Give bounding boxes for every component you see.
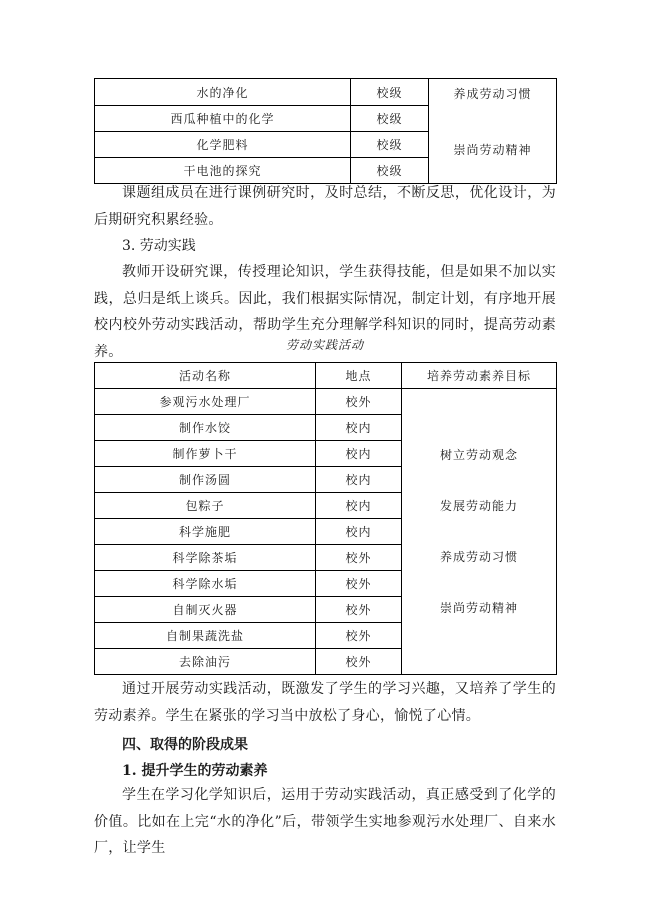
activity-place-cell: 校内 <box>316 467 402 493</box>
goal-text: 崇尚劳动精神 <box>453 143 532 157</box>
activity-name-cell: 自制灭火器 <box>95 597 316 623</box>
activity-place-cell: 校内 <box>316 415 402 441</box>
table-caption: 劳动实践活动 <box>285 338 364 352</box>
subsection-heading: 1. 提升学生的劳动素养 <box>122 763 268 779</box>
project-level-cell: 校级 <box>351 158 429 184</box>
activity-name-cell: 科学施肥 <box>95 519 316 545</box>
activity-place-cell: 校外 <box>316 649 402 675</box>
header-activity: 活动名称 <box>95 363 316 389</box>
activity-name-cell: 参观污水处理厂 <box>95 389 316 415</box>
paragraph: 通过开展劳动实践活动，既激发了学生的学习兴趣，又培养了学生的劳动素养。学生在紧张的学习当中放松了身心，愉悦了心情。 <box>94 681 556 724</box>
activity-name-cell: 制作萝卜干 <box>95 441 316 467</box>
project-level-cell: 校级 <box>351 132 429 158</box>
activity-place-cell: 校外 <box>316 389 402 415</box>
project-table <box>94 78 557 184</box>
activity-name-cell: 包粽子 <box>95 493 316 519</box>
goal-text: 发展劳动能力 <box>439 498 518 513</box>
section-heading: 四、取得的阶段成果 <box>122 737 248 753</box>
activity-place-cell: 校外 <box>316 545 402 571</box>
project-name-cell: 干电池的探究 <box>95 158 351 184</box>
activity-place-cell: 校内 <box>316 493 402 519</box>
activity-place-cell: 校外 <box>316 571 402 597</box>
activity-goal-cell <box>402 389 557 675</box>
goal-text: 养成劳动习惯 <box>439 549 518 564</box>
goal-text: 养成劳动习惯 <box>453 87 532 101</box>
activity-place-cell: 校内 <box>316 441 402 467</box>
paragraph: 课题组成员在进行课例研究时，及时总结，不断反思，优化设计，为后期研究积累经验。 <box>94 185 556 228</box>
header-place: 地点 <box>316 363 402 389</box>
paragraph: 学生在学习化学知识后，运用于劳动实践活动，真正感受到了化学的价值。比如在上完“水的净化”后，带领学生实地参观污水处理厂、自来水厂，让学生 <box>94 787 556 856</box>
section-heading: 3. 劳动实践 <box>122 238 196 254</box>
activity-place-cell: 校外 <box>316 623 402 649</box>
activity-name-cell: 去除油污 <box>95 649 316 675</box>
activity-name-cell: 科学除水垢 <box>95 571 316 597</box>
project-goal-cell <box>429 79 557 184</box>
project-name-cell: 水的净化 <box>95 79 351 106</box>
activity-name-cell: 制作水饺 <box>95 415 316 441</box>
activity-name-cell: 自制果蔬洗盐 <box>95 623 316 649</box>
activity-table <box>94 362 557 675</box>
project-name-cell: 化学肥料 <box>95 132 351 158</box>
header-goal: 培养劳动素养目标 <box>402 363 557 389</box>
project-name-cell: 西瓜种植中的化学 <box>95 106 351 132</box>
activity-name-cell: 科学除茶垢 <box>95 545 316 571</box>
activity-place-cell: 校外 <box>316 597 402 623</box>
activity-place-cell: 校内 <box>316 519 402 545</box>
goal-text: 崇尚劳动精神 <box>439 600 518 615</box>
project-level-cell: 校级 <box>351 79 429 106</box>
activity-name-cell: 制作汤圆 <box>95 467 316 493</box>
project-level-cell: 校级 <box>351 106 429 132</box>
goal-text: 树立劳动观念 <box>439 447 518 462</box>
paragraph: 教师开设研究课，传授理论知识，学生获得技能，但是如果不加以实践，总归是纸上谈兵。因此，我们根据实际情况，制定计划，有序地开展校内校外劳动实践活动，帮助学生充分理解学科知识的同时，提高劳动素养。 <box>94 264 556 360</box>
